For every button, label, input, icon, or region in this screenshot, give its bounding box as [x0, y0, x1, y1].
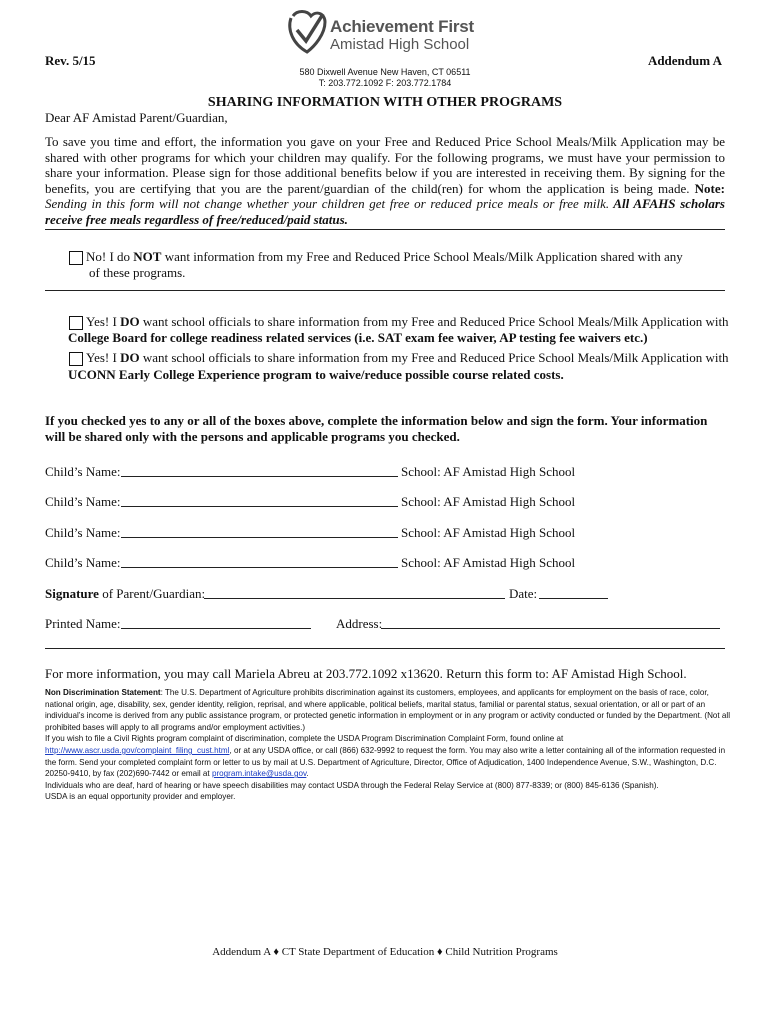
- no-pre: No! I do: [86, 249, 134, 264]
- child-name-row-1: [45, 464, 120, 480]
- date-field[interactable]: [539, 586, 608, 599]
- child-name-label: Child’s Name:: [45, 464, 121, 479]
- nondiscrimination-statement: [45, 687, 735, 803]
- divider: [45, 290, 725, 291]
- logo-title: Achievement First: [330, 17, 474, 36]
- cb-pre: Yes! I: [86, 314, 121, 329]
- nondisc-p2: [45, 733, 735, 779]
- page-footer: [0, 946, 770, 958]
- address-field[interactable]: [381, 616, 720, 629]
- signature-rest: of Parent/Guardian:: [98, 586, 206, 601]
- note-label: Note:: [694, 180, 725, 196]
- addendum-label: Addendum A: [647, 53, 722, 68]
- no-post: want information from my Free and Reduced Price School Meals/Milk Application shared with any: [161, 249, 683, 264]
- child-name-field-2[interactable]: [121, 494, 398, 507]
- nondisc-p4: USDA is an equal opportunity provider and employer.: [45, 792, 236, 802]
- address-label: Address:: [336, 616, 383, 631]
- uconn-post: want school officials to share information from my Free and Reduced Price School Meals/Milk Application with: [139, 350, 729, 365]
- free-meals-text: All AFAHS scholars receive free meals regardless of free/reduced/paid status.: [45, 196, 725, 227]
- child-name-row-4: [45, 555, 120, 571]
- footer-right: Child Nutrition Programs: [445, 946, 558, 958]
- no-share-option-line2: of these programs.: [89, 265, 186, 280]
- greeting: Dear AF Amistad Parent/Guardian,: [45, 110, 228, 125]
- child-name-field-3[interactable]: [121, 525, 398, 538]
- school-label-2: School: AF Amistad High School: [401, 494, 576, 509]
- school-label-3: School: AF Amistad High School: [401, 525, 576, 540]
- college-board-option: [86, 314, 736, 330]
- nondisc-p2a: If you wish to file a Civil Rights program complaint of discrimination, complete the USDA Program Discrimination Complaint Form, found online at: [45, 734, 564, 744]
- divider: [45, 648, 725, 649]
- revision-label: Rev. 5/15: [45, 53, 96, 68]
- footer-left: Addendum A: [212, 946, 271, 958]
- footer-middle: CT State Department of Education: [281, 946, 435, 958]
- printed-name-label: Printed Name:: [45, 616, 121, 631]
- address-line: 580 Dixwell Avenue New Haven, CT 06511: [299, 67, 471, 77]
- college-board-checkbox[interactable]: [69, 316, 83, 330]
- signature-label: [45, 586, 205, 602]
- page-title: SHARING INFORMATION WITH OTHER PROGRAMS: [207, 95, 563, 110]
- printed-name-field[interactable]: [121, 616, 311, 629]
- school-label-4: School: AF Amistad High School: [401, 555, 576, 570]
- intro-paragraph: [45, 134, 725, 228]
- phone-fax-line: T: 203.772.1092 F: 203.772.1784: [318, 78, 452, 88]
- nondisc-p3: Individuals who are deaf, hard of hearing or have speech disabilities may contact USDA through the Federal Relay Service at (800) 877-8339; or (800) 845-6136 (Spanish).: [45, 780, 659, 790]
- child-name-field-1[interactable]: [121, 464, 398, 477]
- complaint-form-link[interactable]: http://www.ascr.usda.gov/complaint_filing_cust.html: [45, 745, 230, 755]
- no-share-option: [86, 249, 726, 265]
- diamond-icon: ♦: [436, 946, 443, 958]
- nondisc-text: : The U.S. Department of Agriculture prohibits discrimination against its customers, employees, and applicants for employment on the basis of race, color, national origin, age, disability, sex, gender identity, religion, reprisal, and where applicable, political beliefs, marital status, familial or parental status, sexual orientation, or all or part of an individual’s income is derived from any public assistance program, or protected genetic information in employment or in any program or activity conducted or funded by the Department. (Not all prohibited bases will apply to all programs and/or employment activities.): [45, 688, 731, 732]
- nondisc-p2c: .: [306, 769, 309, 779]
- no-emph: NOT: [133, 249, 162, 264]
- uconn-emph: DO: [120, 350, 140, 365]
- program-intake-email-link[interactable]: program.intake@usda.gov: [211, 769, 307, 779]
- school-label-1: School: AF Amistad High School: [401, 464, 576, 479]
- diamond-icon: ♦: [273, 946, 279, 958]
- divider: [45, 229, 725, 230]
- date-label: Date:: [509, 586, 538, 601]
- uconn-pre: Yes! I: [86, 350, 121, 365]
- child-name-row-3: [45, 525, 120, 541]
- logo-subtitle: Amistad High School: [330, 36, 470, 53]
- no-share-checkbox[interactable]: [69, 251, 83, 265]
- school-address: [0, 67, 770, 89]
- cb-emph: DO: [120, 314, 140, 329]
- child-name-label: Child’s Name:: [45, 555, 121, 570]
- note-text: Sending in this form will not change whether your children get free or reduced price meals or free milk.: [45, 196, 610, 212]
- instructions: If you checked yes to any or all of the boxes above, complete the information below and sign the form. Your information will be shared only with the persons and applicable programs you checked.: [45, 413, 708, 444]
- child-name-label: Child’s Name:: [45, 525, 121, 540]
- cb-post: want school officials to share information from my Free and Reduced Price School Meals/Milk Application with: [139, 314, 729, 329]
- uconn-option-line2: UCONN Early College Experience program to waive/reduce possible course related costs.: [68, 367, 564, 382]
- child-name-field-4[interactable]: [121, 555, 398, 568]
- uconn-option: [86, 350, 736, 366]
- intro-text: To save you time and effort, the information you gave on your Free and Reduced Price School Meals/Milk Application may be shared with other programs for which your children may qualify. For the following programs, we must have your permission to share your information. Please sign for those additional benefits below if you are interested in receiving them. By signing for the benefits, you are certifying that you are the parent/guardian of the child(ren) for whom the application is being made.: [45, 134, 725, 196]
- child-name-row-2: [45, 494, 120, 510]
- signature-field[interactable]: [204, 586, 505, 599]
- child-name-label: Child’s Name:: [45, 494, 121, 509]
- nondisc-p2b: , or at any USDA office, or call (866) 632-9992 to request the form. You may also write a letter containing all of the information requested in the form. Send your completed complaint form or letter to us by mail at U.S. Department of Agriculture, Director, Office of Adjudication, 1400 Independence Avenue, S.W., Washington, D.C. 20250-9410, by fax (202)690-7442 or email at: [45, 745, 726, 779]
- uconn-checkbox[interactable]: [69, 352, 83, 366]
- more-info: For more information, you may call Mariela Abreu at 203.772.1092 x13620. Return this form to: AF Amistad High School.: [45, 666, 687, 681]
- college-board-option-line2: College Board for college readiness related services (i.e. SAT exam fee waiver, AP testing fee waivers etc.): [68, 330, 648, 345]
- nondisc-p1: [45, 687, 735, 733]
- signature-bold: Signature: [45, 586, 99, 601]
- nondisc-heading: Non Discrimination Statement: [45, 688, 161, 697]
